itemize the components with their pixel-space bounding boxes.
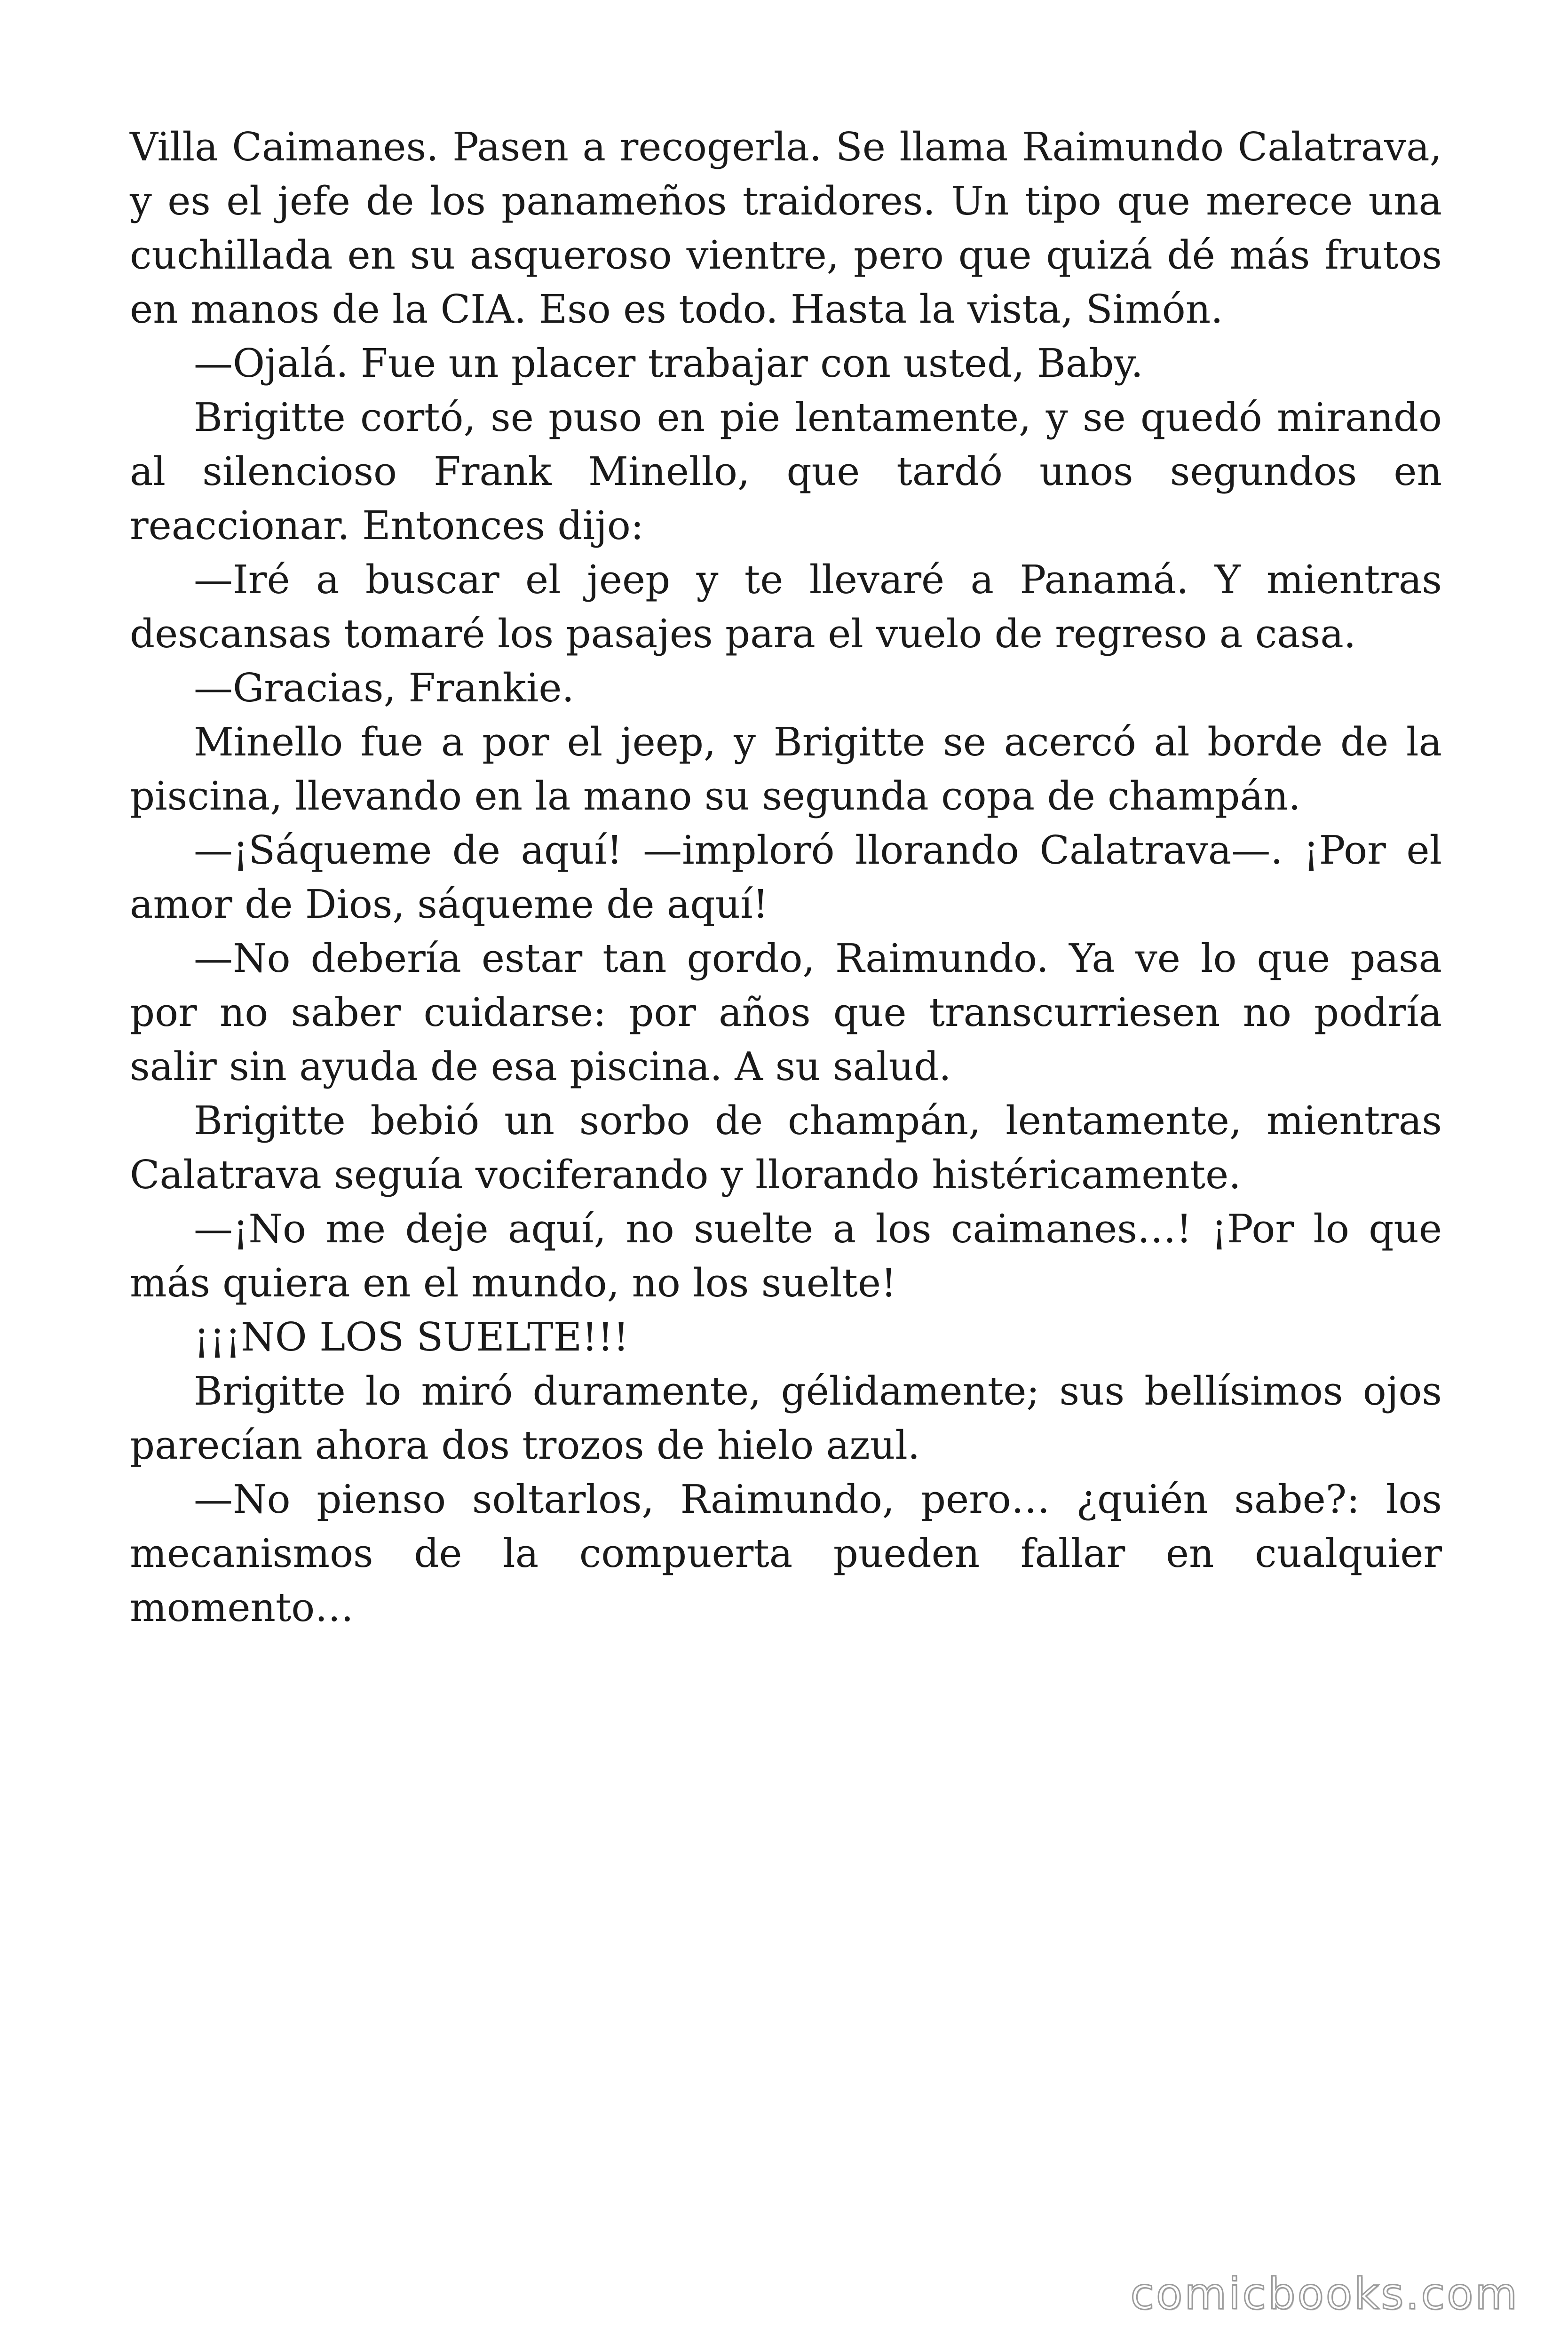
paragraph-3: Brigitte cortó, se puso en pie lentamente, y se quedó mirando al silencioso Frank Minello, que tardó unos segundos en reaccionar. Entonces dijo: <box>130 395 1442 548</box>
paragraph-1: Villa Caimanes. Pasen a recogerla. Se llama Raimundo Calatrava, y es el jefe de los panameños traidores. Un tipo que merece una cuchillada en su asqueroso vientre, pero que quizá dé más frutos en manos de la CIA. Eso es todo. Hasta la vista, Simón. <box>130 124 1442 332</box>
paragraph-7: —¡Sáqueme de aquí! —imploró llorando Calatrava—. ¡Por el amor de Dios, sáqueme de aquí! <box>130 827 1442 927</box>
body-text <box>130 120 1442 1635</box>
paragraph-13: —No pienso soltarlos, Raimundo, pero… ¿quién sabe?: los mecanismos de la compuerta pueden fallar en cualquier momento… <box>130 1477 1442 1630</box>
paragraph-2: —Ojalá. Fue un placer trabajar con usted, Baby. <box>194 341 1143 386</box>
paragraph-12: Brigitte lo miró duramente, gélidamente; sus bellísimos ojos parecían ahora dos trozos de hielo azul. <box>130 1368 1442 1468</box>
paragraph-6: Minello fue a por el jeep, y Brigitte se acercó al borde de la piscina, llevando en la mano su segunda copa de champán. <box>130 719 1442 819</box>
paragraph-4: —Iré a buscar el jeep y te llevaré a Panamá. Y mientras descansas tomaré los pasajes para el vuelo de regreso a casa. <box>130 557 1442 657</box>
paragraph-5: —Gracias, Frankie. <box>194 665 574 711</box>
paragraph-8: —No debería estar tan gordo, Raimundo. Ya ve lo que pasa por no saber cuidarse: por años que transcurriesen no podría salir sin ayuda de esa piscina. A su salud. <box>130 936 1442 1089</box>
site-watermark: comicbooks.com <box>1130 2269 1519 2319</box>
paragraph-9: Brigitte bebió un sorbo de champán, lentamente, mientras Calatrava seguía vociferando y llorando histéricamente. <box>130 1098 1442 1198</box>
paragraph-10: —¡No me deje aquí, no suelte a los caimanes…! ¡Por lo que más quiera en el mundo, no los suelte! <box>130 1206 1442 1306</box>
paragraph-11: ¡¡¡NO LOS SUELTE!!! <box>194 1314 629 1360</box>
